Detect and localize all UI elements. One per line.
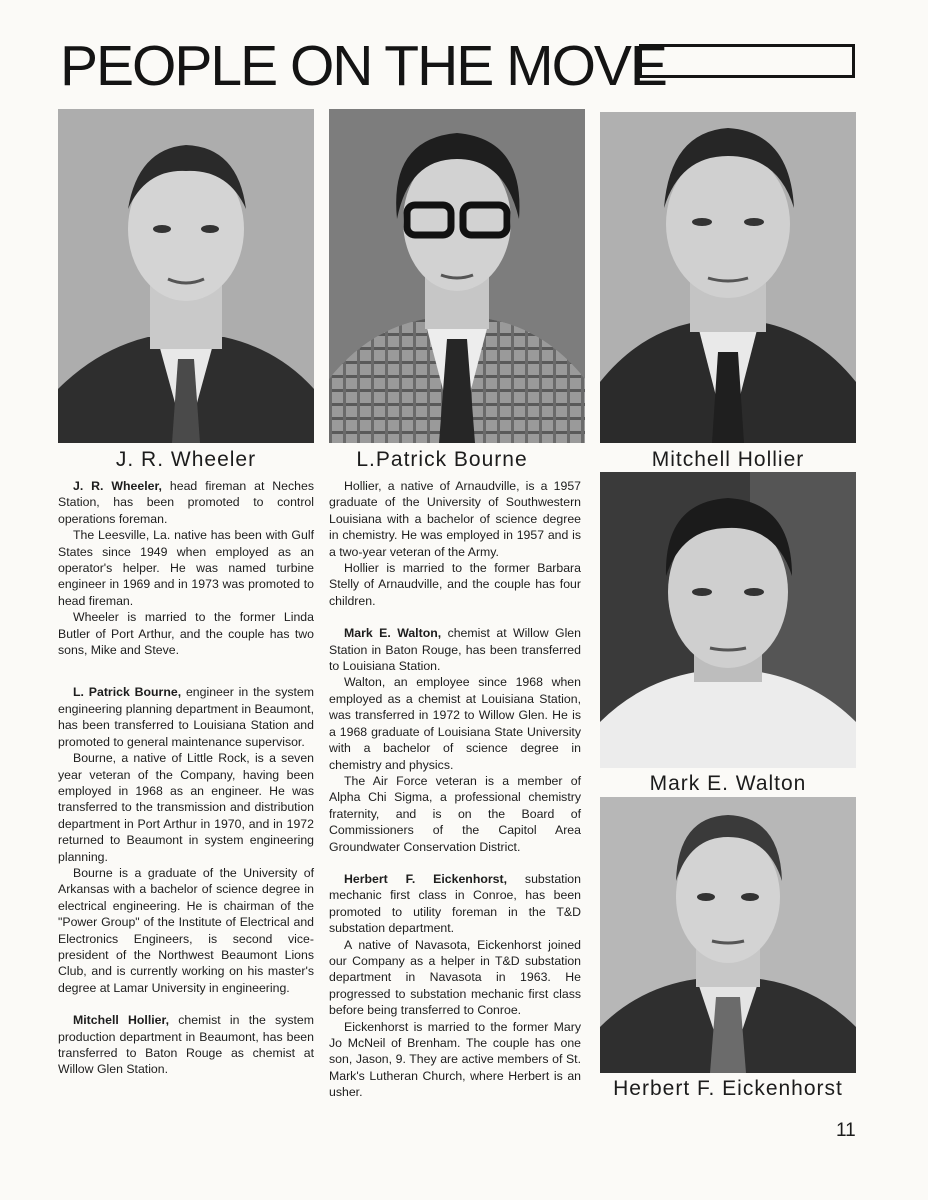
paragraph: Bourne is a graduate of the University of Arkansas with a bachelor of science degree in electrical engineering. He is chairman of the "Power Group" of the Institute of Electrical and Electronics Engineers, is second vice-president of the Northwest Beaumont Lions Club, and is currently working on his master's degree at Lamar University in engineering.	[58, 865, 314, 995]
paragraph	[329, 625, 581, 674]
paragraph	[58, 478, 314, 527]
caption-hollier: Mitchell Hollier	[651, 448, 805, 471]
caption-walton: Mark E. Walton	[649, 772, 807, 795]
paragraph: A native of Navasota, Eickenhorst joined our Company as a helper in T&D substation department in Navasota in 1963. He progressed to substation mechanic first class before being transferred to Conroe.	[329, 937, 581, 1018]
paragraph: The Leesville, La. native has been with Gulf States since 1949 when employed as an operator's helper. He was named turbine engineer in 1969 and in 1973 was promoted to head fireman.	[58, 528, 314, 608]
paragraph-text: engineer in the system engineering planning department in Beaumont, has been transferred to Louisiana Station and promoted to general maintenance supervisor.	[58, 685, 314, 749]
person-name: J. R. Wheeler,	[73, 479, 162, 493]
paragraph	[58, 684, 314, 750]
portrait-photo-hollier	[600, 112, 856, 443]
paragraph: The Air Force veteran is a member of Alpha Chi Sigma, a professional chemistry fraternity, and is on the Board of Commissioners of the Capitol Area Groundwater Conservation District.	[329, 773, 581, 854]
portrait-photo-bourne	[329, 109, 585, 443]
paragraph	[329, 871, 581, 937]
paragraph-text: chemist at Willow Glen Station in Baton Rouge, has been transferred to Louisiana Station.	[329, 626, 581, 674]
paragraph: Bourne, a native of Little Rock, is a seven year veteran of the Company, having been employed in 1968 as an engineer. He was transferred to the transmission and distribution department in Port Arthur in 1970, and in 1972 returned to Beaumont in system engineering planning.	[58, 751, 314, 864]
title-rule-box	[639, 44, 855, 78]
paragraph: Hollier is married to the former Barbara Stelly of Arnaudville, and the couple has four children.	[329, 561, 581, 608]
page-number: 11	[836, 1120, 856, 1141]
paragraph-text: substation mechanic first class in Conroe, has been promoted to utility foreman in the T&D substation department.	[329, 871, 581, 936]
portrait-photo-wheeler	[58, 109, 314, 443]
text-column-middle	[329, 478, 581, 1101]
person-name: Mitchell Hollier,	[73, 1013, 170, 1028]
portrait-photo-eickenhorst	[600, 797, 856, 1073]
caption-wheeler: J. R. Wheeler	[115, 448, 257, 471]
text-column-left	[58, 478, 314, 1078]
paragraph	[58, 1012, 314, 1078]
paragraph: Hollier, a native of Arnaudville, is a 1957 graduate of the University of Southwestern Louisiana with a bachelor of science degree in chemistry. He was employed in 1957 and is a two-year veteran of the Army.	[329, 479, 581, 559]
paragraph-text: chemist in the system production department in Beaumont, has been transferred to Baton Rouge as chemist at Willow Glen Station.	[58, 1013, 314, 1077]
caption-eickenhorst: Herbert F. Eickenhorst	[613, 1077, 843, 1100]
caption-bourne: L.Patrick Bourne	[356, 448, 528, 471]
paragraph: Wheeler is married to the former Linda Butler of Port Arthur, and the couple has two sons, Mike and Steve.	[58, 610, 314, 658]
portrait-photo-walton	[600, 472, 856, 768]
paragraph: Walton, an employee since 1968 when employed as a chemist at Louisiana Station, was transferred in 1972 to Willow Glen. He is a 1968 graduate of Louisiana State University with a bachelor of science degree in chemistry and physics.	[329, 675, 581, 772]
person-name: L. Patrick Bourne,	[73, 685, 182, 700]
page-title: PEOPLE ON THE MOVE	[60, 34, 666, 98]
paragraph: Eickenhorst is married to the former Mary Jo McNeil of Brenham. The couple has one son, Jason, 9. They are active members of St. Mark's Lutheran Church, where Herbert is an usher.	[329, 1019, 581, 1100]
person-name: Herbert F. Eickenhorst,	[344, 871, 507, 886]
paragraph-text: head fireman at Neches Station, has been promoted to control operations foreman.	[58, 479, 314, 526]
person-name: Mark E. Walton,	[344, 626, 442, 641]
